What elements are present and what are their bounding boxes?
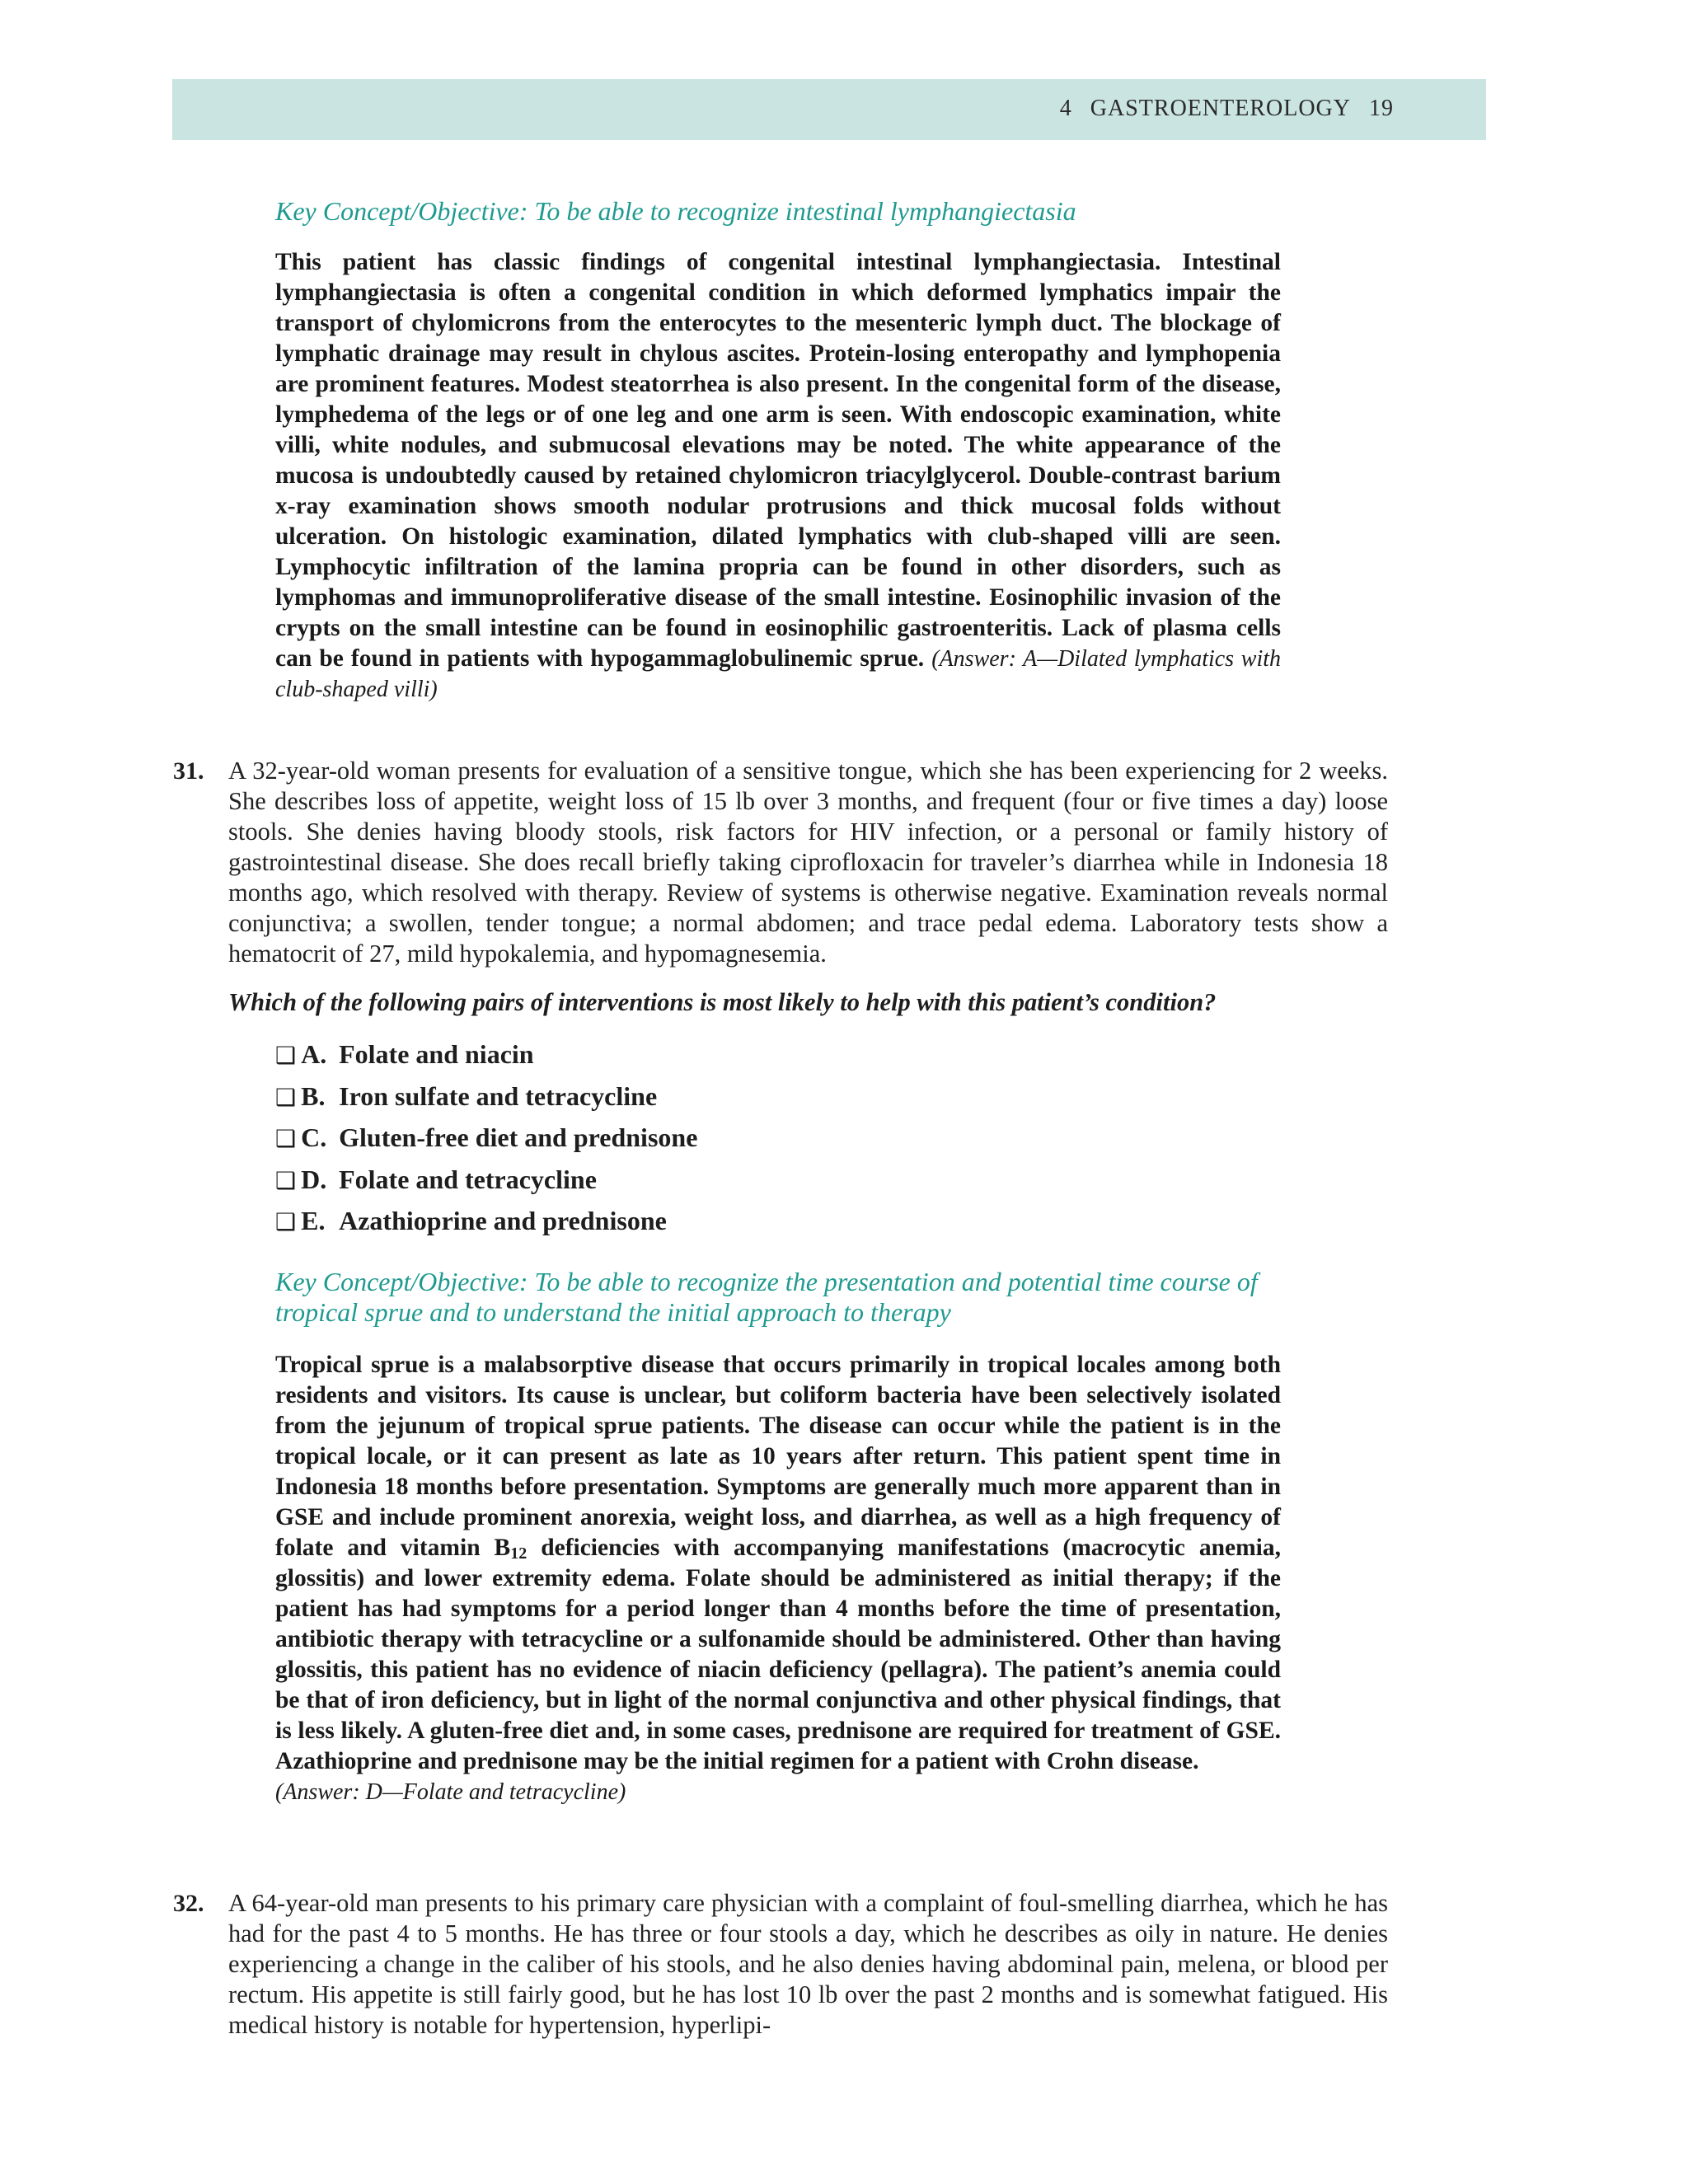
question-31-prompt: Which of the following pairs of interventions is most likely to help with this patient’s condition? xyxy=(228,988,1217,1016)
option-text: Folate and tetracycline xyxy=(339,1164,597,1194)
question-32-stem: A 64-year-old man presents to his primary care physician with a complaint of foul-smelling diarrhea, which he has had for the past 4 to 5 months. He has three or four stools a day, which he describes as oily in nature. He denies experiencing a change in the caliber of his stools, and he also denies having abdominal pain, melena, or blood per rectum. His appetite is still fairly good, but he has lost 10 lb over the past 2 months and is somewhat fatigued. His medical history is notable for hypertension, hyperlipi- xyxy=(228,1889,1388,2039)
option-text: Iron sulfate and tetracycline xyxy=(339,1080,658,1111)
running-header xyxy=(172,79,1486,140)
checkbox-icon[interactable]: ❑ xyxy=(275,1166,297,1194)
checkbox-icon[interactable]: ❑ xyxy=(275,1083,297,1111)
explanation-30-text: This patient has classic findings of congenital intestinal lymphangiectasia. Intestinal lymphangiectasia is often a congenital condition in which deformed lymphatics impair the transport of chylomicrons from the enterocytes to the mesenteric lymph duct. The blockage of lymphatic drainage may result in chylous ascites. Protein-losing enteropathy and lymphopenia are prominent features. Modest steatorrhea is also present. In the congenital form of the disease, lymphedema of the legs or of one leg and one arm is seen. With endoscopic examination, white villi, white nodules, and submucosal elevations may be noted. The white appearance of the mucosa is undoubtedly caused by retained chylomicron triacylglycerol. Double-contrast barium x-ray examination shows smooth nodular protrusions and thick mucosal folds without ulceration. On histologic examination, dilated lymphatics with club-shaped villi are seen. Lymphocytic infiltration of the lamina propria can be found in other disorders, such as lymphomas and immunoproliferative disease of the small intestine. Eosinophilic invasion of the crypts on the small intestine can be found in eosinophilic gastroenteritis. Lack of plasma cells can be found in patients with hypogammaglobulinemic sprue. xyxy=(275,249,1281,672)
option-c[interactable] xyxy=(275,1117,697,1159)
option-a[interactable] xyxy=(275,1033,697,1076)
option-letter: C. xyxy=(301,1122,327,1152)
key-concept-31: Key Concept/Objective: To be able to recognize the presentation and potential time course of tropical sprue and to understand the initial approach to therapy xyxy=(275,1267,1258,1327)
page-number: 19 xyxy=(1369,96,1394,121)
answer-30: (Answer: A—Dilated lymphatics with club-shaped villi) xyxy=(275,646,1282,702)
section-title: GASTROENTEROLOGY xyxy=(1090,96,1351,121)
checkbox-icon[interactable]: ❑ xyxy=(275,1208,297,1235)
explanation-31-text-a: Tropical sprue is a malabsorptive disease that occurs primarily in tropical locales among both residents and visitors. Its cause is unclear, but coliform bacteria have been selectively isolated from the jejunum of tropical sprue patients. The disease can occur while the patient is in the tropical locale, or it can present as late as 10 years after return. This patient spent time in Indonesia 18 months before presentation. Symptoms are generally much more apparent than in GSE and include prominent anorexia, weight loss, and diarrhea, as well as a high frequency of folate and vitamin B xyxy=(275,1352,1281,1561)
key-concept-30: Key Concept/Objective: To be able to recognize intestinal lymphangiectasia xyxy=(275,196,1076,226)
checkbox-icon[interactable]: ❑ xyxy=(275,1125,297,1152)
question-31-stem: A 32-year-old woman presents for evaluation of a sensitive tongue, which she has been experiencing for 2 weeks. She describes loss of appetite, weight loss of 15 lb over 3 months, and frequent (four or five times a day) loose stools. She denies having bloody stools, risk factors for HIV infection, or a personal or family history of gastrointestinal disease. She does recall briefly taking ciprofloxacin for traveler’s diarrhea while in Indonesia 18 months ago, which resolved with therapy. Review of systems is otherwise negative. Examination reveals normal conjunctiva; a swollen, tender tongue; a normal abdomen; and trace pedal edema. Laboratory tests show a hematocrit of 27, mild hypokalemia, and hypomagnesemia. xyxy=(228,757,1388,968)
option-d[interactable] xyxy=(275,1159,697,1201)
option-b[interactable] xyxy=(275,1076,697,1118)
option-e[interactable] xyxy=(275,1200,697,1242)
explanation-31 xyxy=(275,1350,1281,1807)
explanation-30 xyxy=(275,247,1281,705)
subscript-12: 12 xyxy=(510,1544,528,1563)
question-32-number: 32. xyxy=(173,1890,204,1917)
answer-options xyxy=(275,1033,697,1242)
option-letter: A. xyxy=(301,1039,327,1069)
option-letter: D. xyxy=(301,1164,327,1194)
answer-31: (Answer: D—Folate and tetracycline) xyxy=(275,1779,626,1805)
header-text xyxy=(1060,96,1394,122)
option-text: Azathioprine and prednisone xyxy=(339,1206,667,1235)
question-31-number: 31. xyxy=(173,757,204,785)
checkbox-icon[interactable]: ❑ xyxy=(275,1042,297,1069)
explanation-31-text-b: deficiencies with accompanying manifestations (macrocytic anemia, glossitis) and lower extremity edema. Folate should be administered as initial therapy; if the patient has had symptoms for a period longer than 4 months before the time of presentation, antibiotic therapy with tetracycline or a sulfonamide should be administered. Other than having glossitis, this patient has no evidence of niacin deficiency (pellagra). The patient’s anemia could be that of iron deficiency, but in light of the normal conjunctiva and other physical findings, that is less likely. A gluten-free diet and, in some cases, prednisone are required for treatment of GSE. Azathioprine and prednisone may be the initial regimen for a patient with Crohn disease. xyxy=(275,1535,1281,1774)
option-text: Gluten-free diet and prednisone xyxy=(339,1122,698,1152)
option-letter: E. xyxy=(301,1206,326,1235)
option-text: Folate and niacin xyxy=(339,1039,534,1069)
option-letter: B. xyxy=(301,1080,326,1111)
chapter-number: 4 xyxy=(1059,96,1072,121)
